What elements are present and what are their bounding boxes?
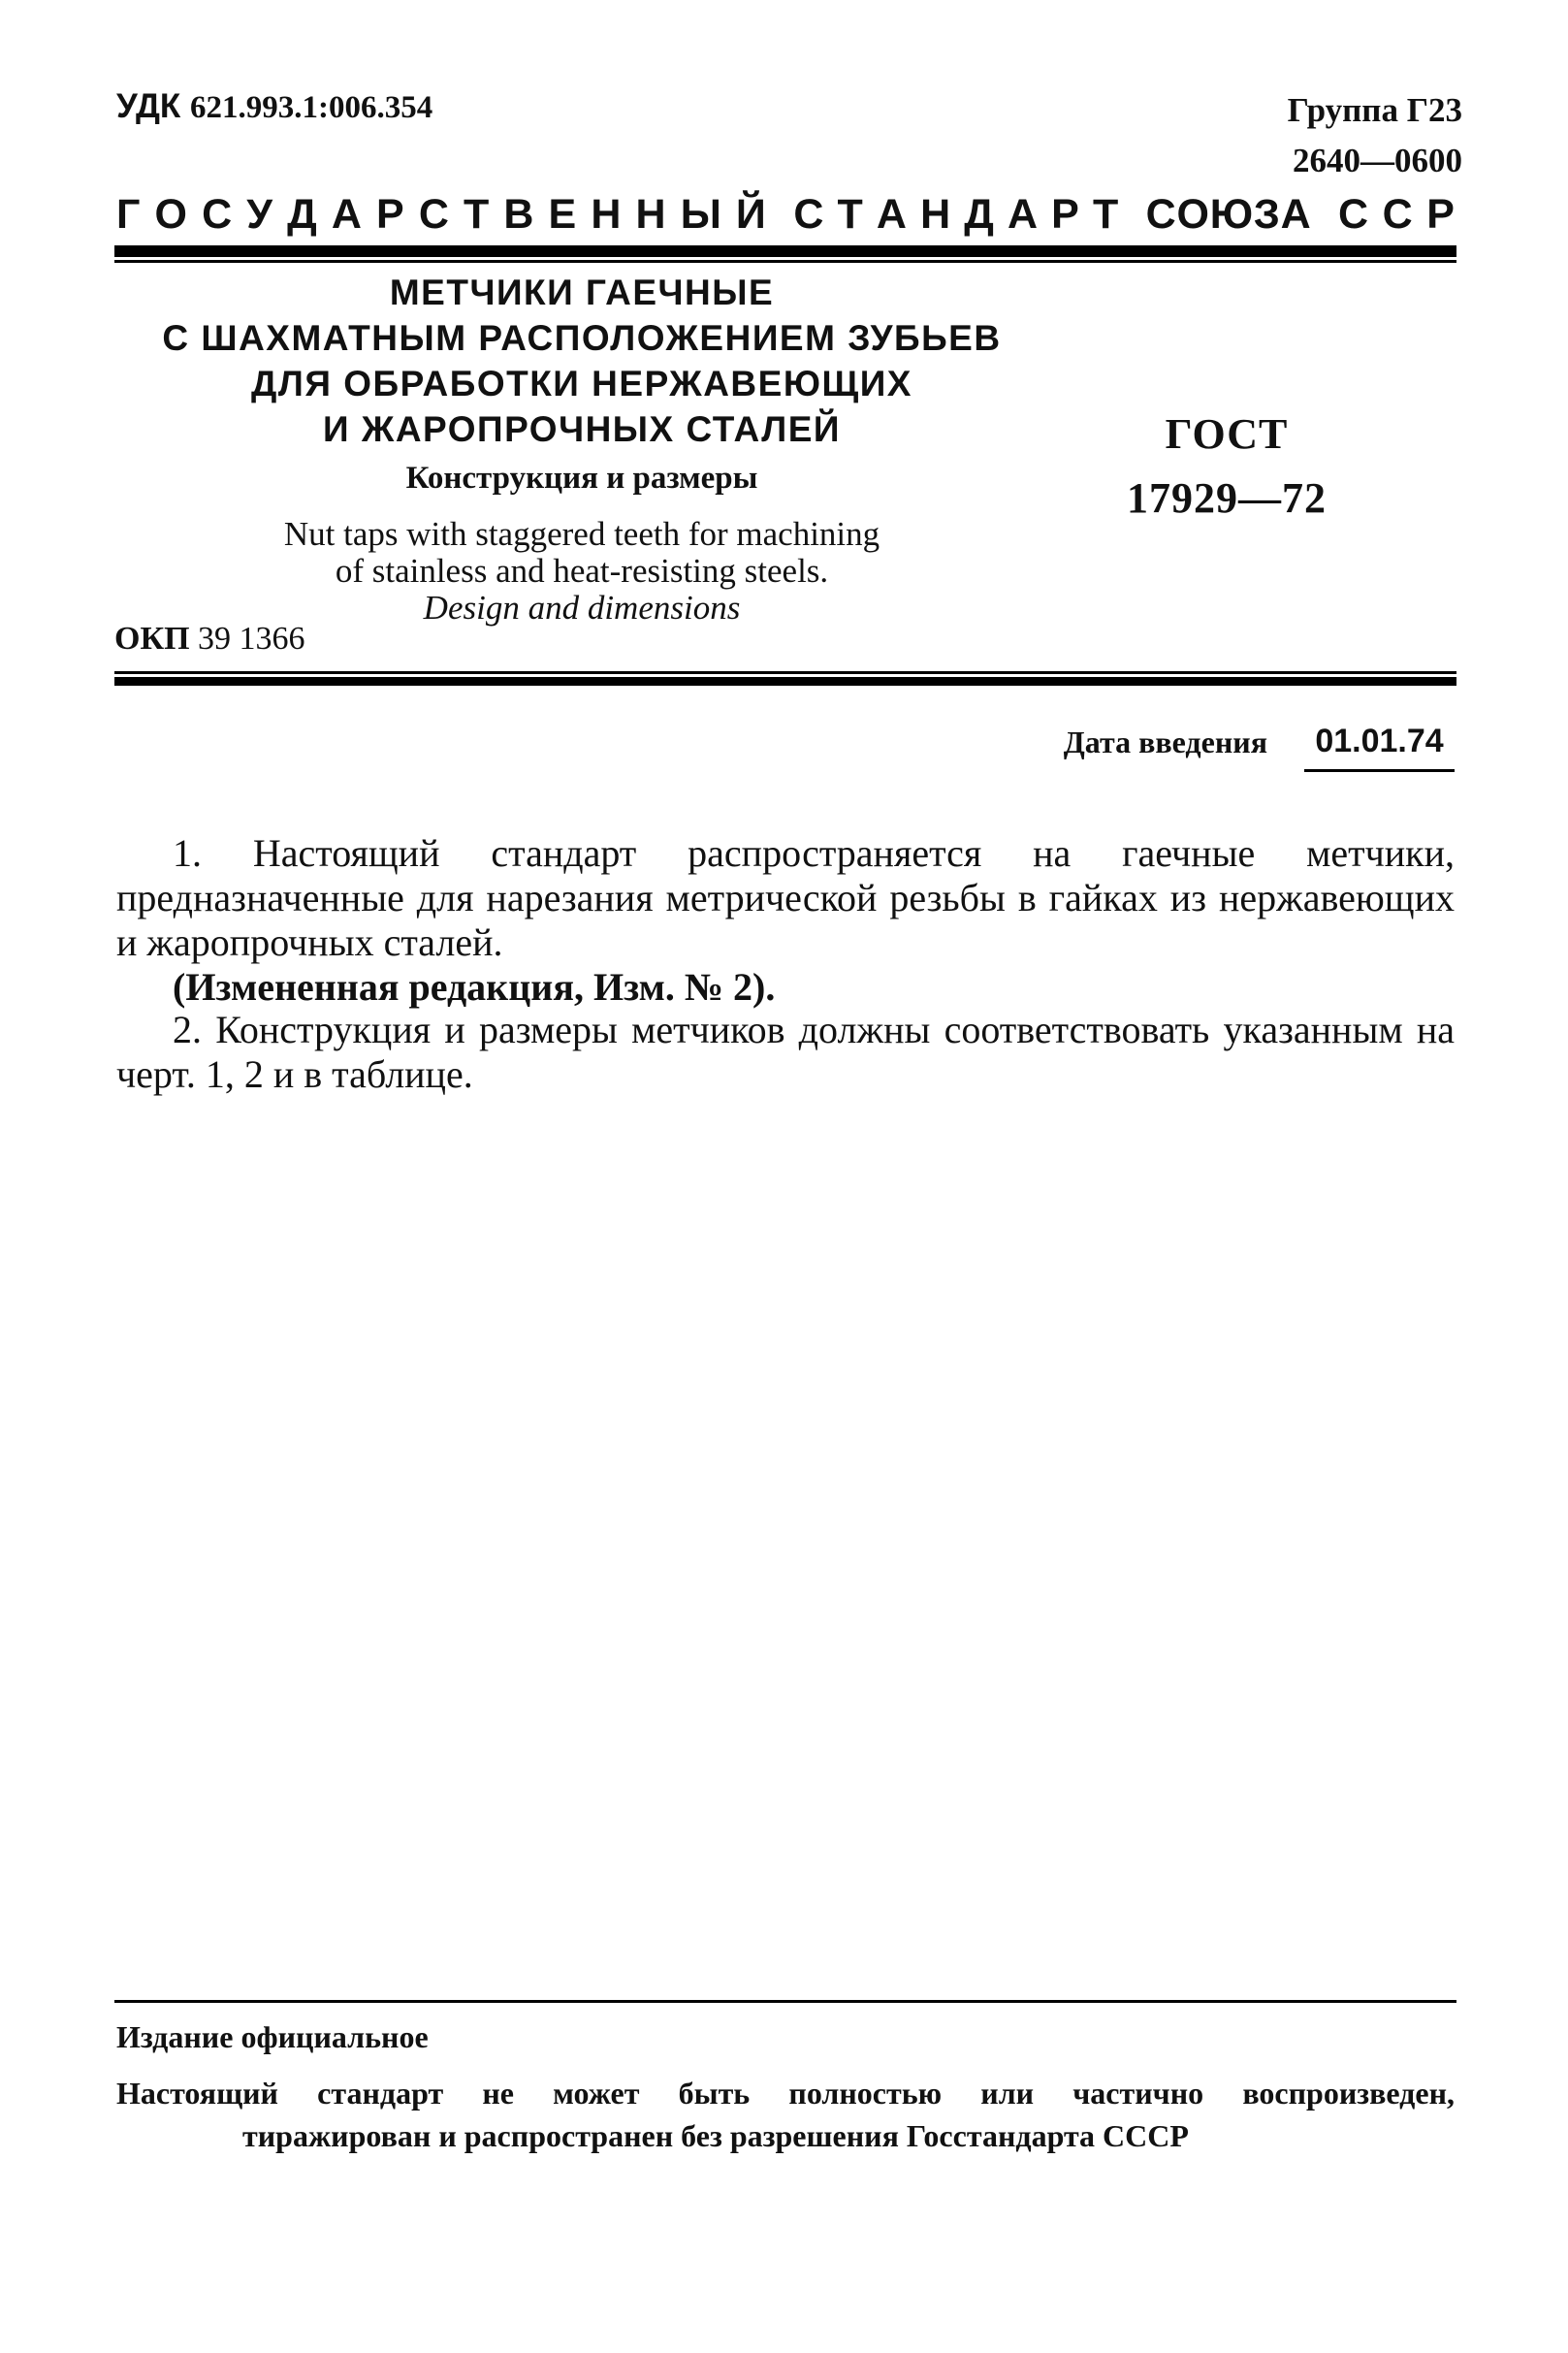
banner-letter: Н: [591, 191, 622, 238]
document-subtitle: Конструкция и размеры: [405, 461, 758, 496]
banner-letter: Ы: [680, 191, 721, 238]
banner-letter: А: [331, 191, 362, 238]
date-underline: [1304, 769, 1455, 772]
banner-letter: С: [793, 191, 824, 238]
paragraph-1-note: (Измененная редакция, Изм. № 2).: [173, 965, 776, 1009]
banner-letter: Р: [1426, 191, 1455, 238]
banner-letter: О: [154, 191, 187, 238]
banner-letter: А: [1280, 191, 1311, 238]
okp-code: [114, 621, 305, 658]
official-edition: Издание официальное: [116, 2019, 429, 2054]
banner-word-4: [1338, 191, 1455, 239]
banner-letter: С: [418, 191, 449, 238]
banner-letter: Д: [964, 191, 994, 238]
banner-letter: Т: [1092, 191, 1119, 238]
title-line-2: С ШАХМАТНЫМ РАСПОЛОЖЕНИЕМ ЗУБЬЕВ: [162, 318, 1002, 358]
document-title: [155, 270, 1008, 452]
banner-letter: В: [503, 191, 534, 238]
english-title: [155, 516, 1008, 627]
group-block: [1288, 85, 1462, 186]
banner-letter: У: [246, 191, 272, 238]
udk-label: УДК: [116, 87, 181, 125]
okp-value: 39 1366: [198, 621, 305, 657]
banner-letter: Т: [837, 191, 863, 238]
group-label: Группа Г23: [1287, 91, 1462, 129]
copyright-notice-line-1: Настоящий стандарт не может быть полностью или частично воспроизведен,: [116, 2076, 1455, 2111]
banner-letter: С: [1145, 191, 1176, 238]
banner-letter: Й: [735, 191, 766, 238]
group-code: 2640—0600: [1293, 142, 1462, 179]
english-title-line-1: Nut taps with staggered teeth for machining: [283, 515, 880, 553]
gost-number: 17929—72: [1127, 474, 1327, 522]
udk-code: [116, 87, 432, 126]
banner-word-2: [793, 191, 1118, 239]
banner-letter: А: [876, 191, 907, 238]
date-value: 01.01.74: [1315, 723, 1444, 759]
banner-letter: З: [1253, 191, 1280, 238]
banner-letter: Е: [548, 191, 577, 238]
banner-letter: Н: [635, 191, 666, 238]
paragraph-2: 2. Конструкция и размеры метчиков должны соответствовать указанным на черт. 1, 2 и в таблице.: [116, 1008, 1455, 1096]
banner-word-1: [116, 191, 766, 239]
banner-letter: О: [1176, 191, 1209, 238]
top-thick-rule: [114, 245, 1456, 257]
date-label: Дата введения: [1063, 725, 1267, 759]
banner-letter: А: [1007, 191, 1039, 238]
banner-letter: Р: [376, 191, 404, 238]
banner-letter: Р: [1051, 191, 1079, 238]
banner-letter: С: [1337, 191, 1369, 238]
okp-label: ОКП: [114, 621, 190, 657]
title-line-1: МЕТЧИКИ ГАЕЧНЫЕ: [389, 273, 775, 312]
mid-thin-rule: [114, 671, 1456, 674]
title-line-4: И ЖАРОПРОЧНЫХ СТАЛЕЙ: [323, 409, 841, 449]
gost-label: ГОСТ: [1165, 410, 1289, 458]
banner-word-3: [1146, 191, 1311, 239]
title-line-3: ДЛЯ ОБРАБОТКИ НЕРЖАВЕЮЩИХ: [251, 364, 912, 403]
banner-letter: Ю: [1209, 191, 1254, 238]
english-title-line-2: of stainless and heat-resisting steels.: [335, 552, 829, 590]
banner-letter: Н: [920, 191, 951, 238]
mid-thick-rule: [114, 677, 1456, 686]
banner-letter: С: [1382, 191, 1413, 238]
banner-letter: С: [202, 191, 233, 238]
top-thin-rule: [114, 260, 1456, 263]
footer-rule: [114, 2000, 1456, 2003]
gost-block: [1125, 403, 1328, 531]
copyright-notice-line-2: тиражирован и распространен без разрешения Госстандарта СССР: [242, 2118, 1189, 2153]
banner-letter: Д: [287, 191, 317, 238]
banner-letter: Г: [116, 191, 141, 238]
english-title-line-3: Design and dimensions: [423, 589, 741, 627]
banner-letter: Т: [463, 191, 490, 238]
paragraph-1: 1. Настоящий стандарт распространяется на гаечные метчики, предназначенные для нарезания метрической резьбы в гайках из нержавеющих и жаропрочных сталей.: [116, 831, 1455, 964]
udk-number: 621.993.1:006.354: [190, 90, 433, 125]
state-standard-banner: [116, 191, 1455, 239]
